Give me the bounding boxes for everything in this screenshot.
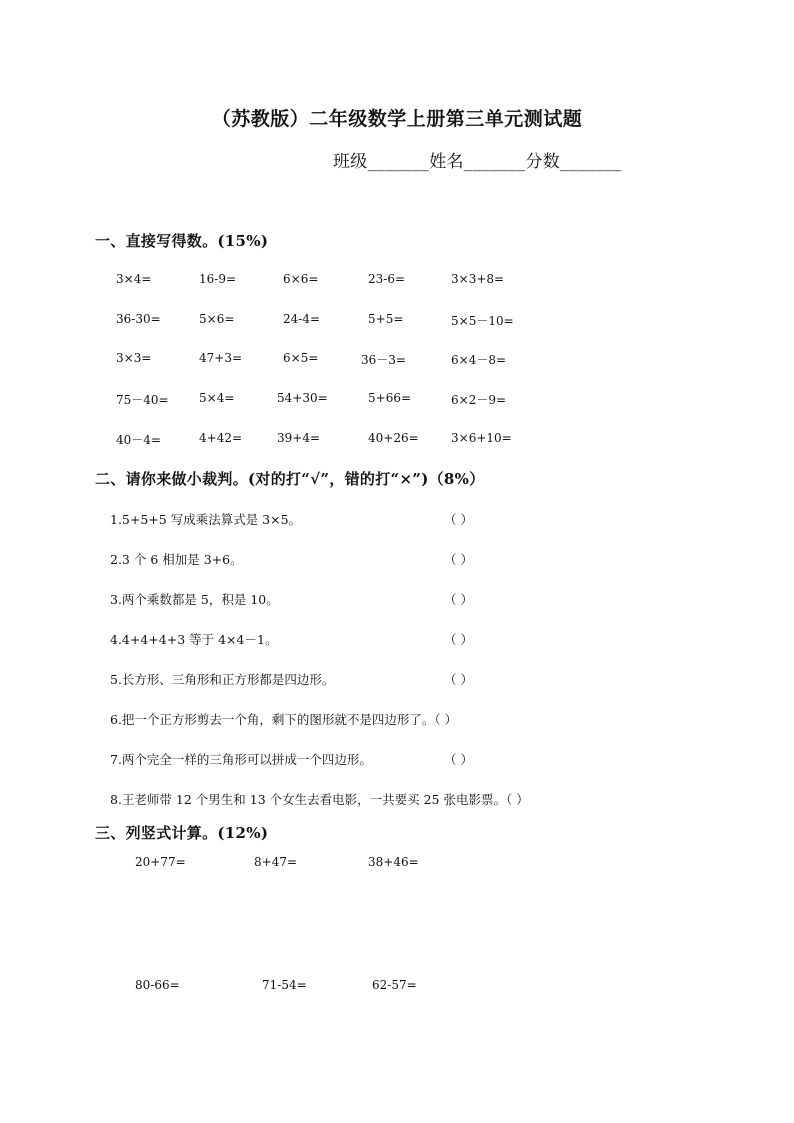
arith-item: 40+26= bbox=[368, 431, 419, 445]
judge-item-5: 5.长方形、三角形和正方形都是四边形。 bbox=[110, 672, 335, 687]
arith-item: 24-4= bbox=[283, 312, 321, 326]
judge-item-3: 3.两个乘数都是 5，积是 10。 bbox=[110, 592, 279, 607]
answer-paren[interactable]: （ ） bbox=[444, 752, 473, 767]
judge-item-1: 1.5+5+5 写成乘法算式是 3×5。 bbox=[110, 512, 302, 527]
arith-item: 5×5－10= bbox=[451, 314, 514, 328]
calc-item: 80-66= bbox=[135, 978, 180, 992]
arith-item: 75－40= bbox=[116, 393, 169, 407]
arith-item: 3×3= bbox=[116, 351, 152, 365]
section2-title: 二、请你来做小裁判。(对的打“√”，错的打“×”)（8%） bbox=[95, 470, 485, 488]
arith-item: 5+66= bbox=[368, 391, 412, 405]
judge-item-7: 7.两个完全一样的三角形可以拼成一个四边形。 bbox=[110, 752, 372, 767]
calc-item: 38+46= bbox=[368, 855, 419, 869]
arith-item: 6×6= bbox=[283, 272, 319, 286]
calc-item: 62-57= bbox=[372, 978, 417, 992]
arith-item: 16-9= bbox=[199, 272, 237, 286]
arith-item: 5×6= bbox=[199, 312, 235, 326]
arith-item: 36－3= bbox=[361, 353, 406, 367]
section3-title: 三、列竖式计算。(12%) bbox=[95, 824, 269, 842]
section1-title: 一、直接写得数。(15%) bbox=[95, 232, 269, 250]
calc-item: 20+77= bbox=[135, 855, 186, 869]
arith-item: 6×2－9= bbox=[451, 393, 507, 407]
arith-item: 6×5= bbox=[283, 351, 319, 365]
judge-item-2: 2.3 个 6 相加是 3+6。 bbox=[110, 552, 243, 567]
judge-item-6: 6.把一个正方形剪去一个角，剩下的图形就不是四边形了。（ ） bbox=[110, 712, 458, 727]
arith-item: 5+5= bbox=[368, 312, 404, 326]
arith-item: 36-30= bbox=[116, 312, 161, 326]
arith-item: 47+3= bbox=[199, 351, 243, 365]
answer-paren[interactable]: （ ） bbox=[444, 552, 473, 567]
answer-paren[interactable]: （ ） bbox=[444, 672, 473, 687]
judge-item-8: 8.王老师带 12 个男生和 13 个女生去看电影，一共要买 25 张电影票。（ ） bbox=[110, 792, 529, 807]
arith-item: 23-6= bbox=[368, 272, 406, 286]
arith-item: 3×6+10= bbox=[451, 431, 512, 445]
calc-item: 8+47= bbox=[254, 855, 298, 869]
arith-item: 5×4= bbox=[199, 391, 235, 405]
arith-item: 3×3+8= bbox=[451, 272, 505, 286]
calc-item: 71-54= bbox=[262, 978, 307, 992]
arith-item: 40－4= bbox=[116, 433, 161, 447]
arith-item: 54+30= bbox=[277, 391, 328, 405]
arith-item: 39+4= bbox=[277, 431, 321, 445]
answer-paren[interactable]: （ ） bbox=[444, 592, 473, 607]
arith-item: 6×4－8= bbox=[451, 353, 507, 367]
answer-paren[interactable]: （ ） bbox=[444, 632, 473, 647]
arith-item: 4+42= bbox=[199, 431, 243, 445]
answer-paren[interactable]: （ ） bbox=[444, 512, 473, 527]
judge-item-4: 4.4+4+4+3 等于 4×4－1。 bbox=[110, 632, 278, 647]
student-info-line: 班级_______姓名_______分数_______ bbox=[333, 152, 622, 172]
page-title: （苏教版）二年级数学上册第三单元测试题 bbox=[211, 108, 583, 130]
arith-item: 3×4= bbox=[116, 272, 152, 286]
